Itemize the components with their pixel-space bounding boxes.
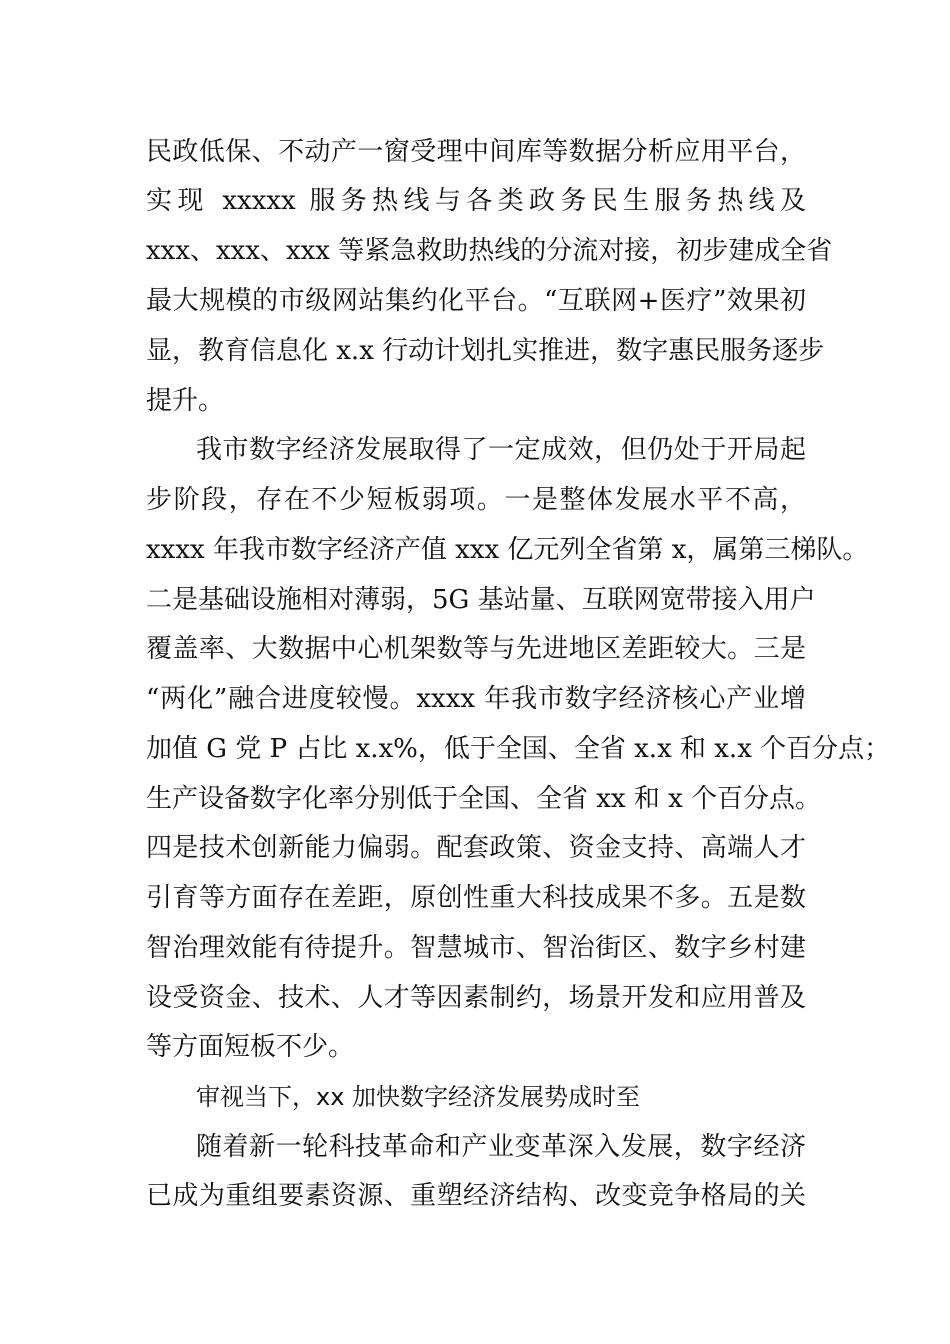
- text-line: 生产设备数字化率分别低于全国、全省 xx 和 x 个百分点。: [146, 784, 822, 814]
- text-line: 已成为重组要素资源、重塑经济结构、改变竞争格局的关: [146, 1181, 806, 1211]
- text-line: 四是技术创新能力偏弱。配套政策、资金支持、高端人才: [146, 833, 806, 863]
- text-line: 智治理效能有待提升。智慧城市、智治街区、数字乡村建: [146, 933, 806, 963]
- text-line: 加值 G 党 P 占比 x.x%，低于全国、全省 x.x 和 x.x 个百分点；: [146, 734, 891, 764]
- text-line: 实现 xxxxx 服务热线与各类政务民生服务热线及: [146, 186, 806, 216]
- text-line: 二是基础设施相对薄弱，5G 基站量、互联网宽带接入用户: [146, 585, 816, 615]
- text-line: 随着新一轮科技革命和产业变革深入发展，数字经济: [196, 1132, 806, 1162]
- text-line: 等方面短板不少。: [146, 1032, 355, 1062]
- text-line: 引育等方面存在差距，原创性重大科技成果不多。五是数: [146, 883, 806, 913]
- text-line: 设受资金、技术、人才等因素制约，场景开发和应用普及: [146, 983, 806, 1013]
- text-line: 步阶段，存在不少短板弱项。一是整体发展水平不高，: [146, 485, 806, 515]
- text-line: xxxx 年我市数字经济产值 xxx 亿元列全省第 x，属第三梯队。: [146, 535, 869, 565]
- text-line: xxx、xxx、xxx 等紧急救助热线的分流对接，初步建成全省: [146, 236, 833, 266]
- text-line: 我市数字经济发展取得了一定成效，但仍处于开局起: [196, 435, 806, 465]
- text-line: “两化”融合进度较慢。xxxx 年我市数字经济核心产业增: [146, 684, 806, 714]
- text-line: 民政低保、不动产一窗受理中间库等数据分析应用平台，: [146, 137, 806, 167]
- text-line: 最大规模的市级网站集约化平台。“互联网+医疗”效果初: [146, 286, 806, 316]
- section-heading: 审视当下，xx 加快数字经济发展势成时至: [196, 1083, 641, 1111]
- text-line: 显，教育信息化 x.x 行动计划扎实推进，数字惠民服务逐步: [146, 336, 825, 366]
- text-line: 覆盖率、大数据中心机架数等与先进地区差距较大。三是: [146, 634, 806, 664]
- text-line: 提升。: [146, 386, 225, 416]
